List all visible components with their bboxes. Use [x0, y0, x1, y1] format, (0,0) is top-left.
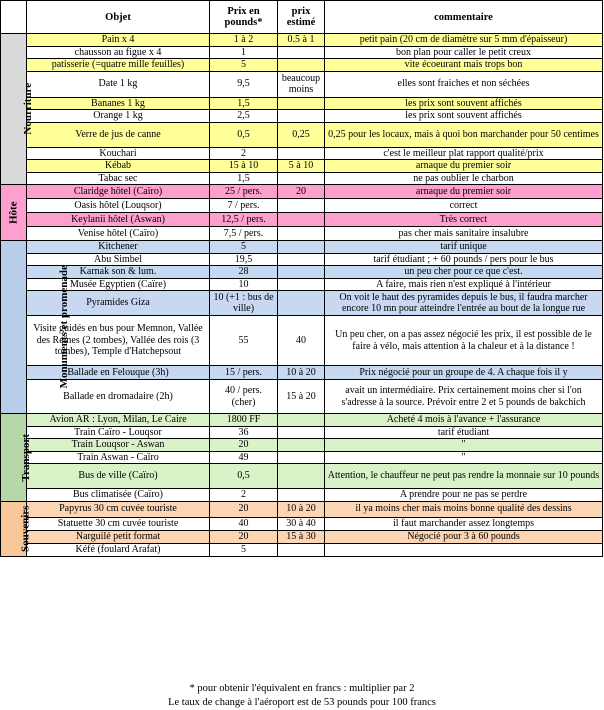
- cell-commentaire: arnaque du premier soir: [325, 160, 603, 173]
- cell-estime: [278, 451, 325, 464]
- cell-estime: [278, 439, 325, 452]
- cell-estime: 0.5 à 1: [278, 34, 325, 47]
- cell-estime: [278, 172, 325, 185]
- cell-commentaire: correct: [325, 199, 603, 213]
- cell-estime: [278, 227, 325, 241]
- cell-objet: Venise hôtel (Caïro): [27, 227, 210, 241]
- cell-objet: Claridge hôtel (Caïro): [27, 185, 210, 199]
- cell-objet: Kéfé (foulard Arafat): [27, 543, 210, 556]
- table-row: [1, 227, 603, 241]
- category-cell: [1, 185, 27, 241]
- cell-estime: [278, 253, 325, 266]
- table-row: [1, 46, 603, 59]
- category-label: Nourriture: [22, 83, 35, 135]
- cell-commentaire: bon plan pour caller le petit creux: [325, 46, 603, 59]
- cell-objet: Kouchari: [27, 147, 210, 160]
- cell-objet: Train Aswan - Caïro: [27, 451, 210, 464]
- cell-estime: 10 à 20: [278, 501, 325, 517]
- cell-commentaire: tarif unique: [325, 241, 603, 254]
- table-row: [1, 122, 603, 147]
- cell-estime: 10 à 20: [278, 366, 325, 380]
- cell-objet: Pain x 4: [27, 34, 210, 47]
- table-row: [1, 241, 603, 254]
- cell-commentaire: il faut marchander assez longtemps: [325, 517, 603, 530]
- table-row: [1, 278, 603, 291]
- cell-commentaire: tarif étudiant: [325, 426, 603, 439]
- cell-objet: Narguilé petit format: [27, 530, 210, 543]
- table-row: [1, 543, 603, 556]
- cell-commentaire: A prendre pour ne pas se perdre: [325, 489, 603, 502]
- cell-estime: [278, 213, 325, 227]
- cell-commentaire: les prix sont souvent affichés: [325, 110, 603, 123]
- header-row: [1, 1, 603, 34]
- table-row: [1, 489, 603, 502]
- cell-objet: Bus de ville (Caïro): [27, 464, 210, 489]
- cell-estime: [278, 266, 325, 279]
- cell-commentaire: ": [325, 439, 603, 452]
- footnote-conversion: * pour obtenir l'équivalent en francs : multiplier par 2: [189, 683, 415, 694]
- table-row: [1, 185, 603, 199]
- cell-objet: Date 1 kg: [27, 71, 210, 97]
- cell-prix: 55: [210, 316, 278, 366]
- category-cell: [1, 414, 32, 502]
- cell-prix: 49: [210, 451, 278, 464]
- cell-estime: beaucoup moins: [278, 71, 325, 97]
- cell-prix: 19,5: [210, 253, 278, 266]
- cell-commentaire: vite écoeurant mais trops bon: [325, 59, 603, 72]
- cell-prix: 1 à 2: [210, 34, 278, 47]
- cell-prix: 5: [210, 59, 278, 72]
- cell-objet: Musée Egyptien (Caïre): [27, 278, 210, 291]
- cell-commentaire: A faire, mais rien n'est expliqué à l'intérieur: [325, 278, 603, 291]
- cell-estime: 5 à 10: [278, 160, 325, 173]
- cell-commentaire: il ya moins cher mais moins bonne qualité des dessins: [325, 501, 603, 517]
- cell-estime: [278, 426, 325, 439]
- cell-prix: 20: [210, 439, 278, 452]
- cell-prix: 0,5: [210, 464, 278, 489]
- cell-commentaire: 0,25 pour les locaux, mais à quoi bon marchander pour 50 centimes: [325, 122, 603, 147]
- category-label: Hôte: [7, 201, 20, 224]
- header-objet: Objet: [27, 1, 210, 34]
- cell-objet: Tabac sec: [27, 172, 210, 185]
- cell-objet: Abu Simbel: [27, 253, 210, 266]
- cell-estime: 40: [278, 316, 325, 366]
- table-row: [1, 147, 603, 160]
- cell-commentaire: les prix sont souvent affichés: [325, 97, 603, 110]
- cell-estime: [278, 199, 325, 213]
- cell-objet: Train Louqsor - Aswan: [27, 439, 210, 452]
- cell-objet: Verre de jus de canne: [27, 122, 210, 147]
- cell-commentaire: On voit le haut des pyramides depuis le bus, il faudra marcher encore 10 mn pour atteindre l'entrée au bout de la longue rue: [325, 291, 603, 316]
- cell-prix: 0,5: [210, 122, 278, 147]
- cell-prix: 36: [210, 426, 278, 439]
- cell-objet: Visite guidés en bus pour Memnon, Vallée des Reines (2 tombes), Vallée des rois (3 tombes), Temple d'Hatchepsout: [27, 316, 210, 366]
- cell-commentaire: Prix négocié pour un groupe de 4. A chaque fois il y: [325, 366, 603, 380]
- cell-commentaire: Acheté 4 mois à l'avance + l'assurance: [325, 414, 603, 427]
- cell-commentaire: Attention, le chauffeur ne peut pas rendre la monnaie sur 10 pounds: [325, 464, 603, 489]
- category-label: Souvenirs: [19, 505, 32, 552]
- cell-commentaire: [325, 543, 603, 556]
- cell-prix: 40: [210, 517, 278, 530]
- cell-objet: Avion AR : Lyon, Milan, Le Caire: [27, 414, 210, 427]
- cell-commentaire: petit pain (20 cm de diamètre sur 5 mm d'épaisseur): [325, 34, 603, 47]
- cell-commentaire: ": [325, 451, 603, 464]
- cell-commentaire: avait un intermédiaire. Prix certainement moins cher si l'on s'adresse à la source. Prévoir entre 2 et 5 pounds de bakchich: [325, 380, 603, 414]
- cell-objet: Oasis hôtel (Louqsor): [27, 199, 210, 213]
- cell-commentaire: c'est le meilleur plat rapport qualité/prix: [325, 147, 603, 160]
- cell-objet: Statuette 30 cm cuvée touriste: [27, 517, 210, 530]
- cell-estime: [278, 464, 325, 489]
- cell-estime: [278, 291, 325, 316]
- cell-estime: [278, 414, 325, 427]
- cell-estime: [278, 489, 325, 502]
- cell-prix: 10 (+1 : bus de ville): [210, 291, 278, 316]
- cell-objet: Papyrus 30 cm cuvée touriste: [27, 501, 210, 517]
- cell-objet: Orange 1 kg: [27, 110, 210, 123]
- cell-prix: 15 à 10: [210, 160, 278, 173]
- cell-prix: 2,5: [210, 110, 278, 123]
- table-row: [1, 110, 603, 123]
- cell-prix: 1: [210, 46, 278, 59]
- table-row: [1, 414, 603, 427]
- cell-prix: 5: [210, 543, 278, 556]
- header-category: [1, 1, 27, 34]
- cell-commentaire: un peu cher pour ce que c'est.: [325, 266, 603, 279]
- cell-objet: Kitchener: [27, 241, 210, 254]
- table-row: [1, 213, 603, 227]
- cell-estime: [278, 110, 325, 123]
- table-row: [1, 97, 603, 110]
- cell-estime: 0,25: [278, 122, 325, 147]
- cell-prix: 40 / pers. (cher): [210, 380, 278, 414]
- table-row: [1, 530, 603, 543]
- cell-estime: 20: [278, 185, 325, 199]
- cell-prix: 12,5 / pers.: [210, 213, 278, 227]
- table-row: [1, 451, 603, 464]
- cell-prix: 20: [210, 501, 278, 517]
- table-row: [1, 71, 603, 97]
- table-row: [1, 253, 603, 266]
- category-cell: [1, 501, 32, 556]
- cell-estime: [278, 46, 325, 59]
- cell-objet: Pyramides Giza: [27, 291, 210, 316]
- cell-objet: Ballade en dromadaire (2h): [27, 380, 210, 414]
- cell-commentaire: ne pas oublier le charbon: [325, 172, 603, 185]
- table-row: [1, 266, 603, 279]
- category-label: Transport: [19, 433, 32, 481]
- cell-estime: [278, 543, 325, 556]
- table-row: [1, 199, 603, 213]
- table-row: [1, 517, 603, 530]
- footnote-exchange-rate: Le taux de change à l'aéroport est de 53 pounds pour 100 francs: [168, 697, 436, 708]
- header-commentaire: commentaire: [325, 1, 603, 34]
- table-row: [1, 501, 603, 517]
- table-row: [1, 439, 603, 452]
- cell-prix: 7,5 / pers.: [210, 227, 278, 241]
- table-row: [1, 59, 603, 72]
- cell-prix: 10: [210, 278, 278, 291]
- table-row: [1, 426, 603, 439]
- cell-commentaire: pas cher mais sanitaire insalubre: [325, 227, 603, 241]
- table-row: [1, 366, 603, 380]
- cell-commentaire: arnaque du premier soir: [325, 185, 603, 199]
- cell-commentaire: tarif étudiant ; + 60 pounds / pers pour le bus: [325, 253, 603, 266]
- cell-estime: 15 à 20: [278, 380, 325, 414]
- cell-prix: 25 / pers.: [210, 185, 278, 199]
- cell-prix: 7 / pers.: [210, 199, 278, 213]
- table-row: [1, 316, 603, 366]
- cell-prix: 2: [210, 489, 278, 502]
- cell-commentaire: Très correct: [325, 213, 603, 227]
- cell-prix: 15 / pers.: [210, 366, 278, 380]
- table-row: [1, 464, 603, 489]
- table-row: [1, 34, 603, 47]
- cell-objet: Keylanii hôtel (Aswan): [27, 213, 210, 227]
- cell-prix: 1,5: [210, 97, 278, 110]
- header-prix: Prix en pounds*: [210, 1, 278, 34]
- category-label: Monuments et promenade: [57, 265, 70, 389]
- cell-estime: 15 à 30: [278, 530, 325, 543]
- cell-prix: 28: [210, 266, 278, 279]
- table-body: [1, 34, 603, 557]
- cell-commentaire: elles sont fraiches et non séchées: [325, 71, 603, 97]
- cell-estime: [278, 278, 325, 291]
- cell-estime: [278, 241, 325, 254]
- cell-estime: [278, 59, 325, 72]
- category-cell: [1, 241, 70, 414]
- cell-estime: 30 à 40: [278, 517, 325, 530]
- cell-estime: [278, 147, 325, 160]
- cell-prix: 20: [210, 530, 278, 543]
- cell-prix: 2: [210, 147, 278, 160]
- table-row: [1, 172, 603, 185]
- cell-prix: 5: [210, 241, 278, 254]
- cell-prix: 1,5: [210, 172, 278, 185]
- cell-objet: Karnak son & lum.: [27, 266, 210, 279]
- cell-objet: patisserie (=quatre mille feuilles): [27, 59, 210, 72]
- cell-objet: Bananes 1 kg: [27, 97, 210, 110]
- cell-commentaire: Un peu cher, on a pas assez négocié les prix, il est possible de le faire à vélo, mais attention à la chaleur et à la distance !: [325, 316, 603, 366]
- table-row: [1, 380, 603, 414]
- cell-objet: Ballade en Felouque (3h): [27, 366, 210, 380]
- cell-prix: 1800 FF: [210, 414, 278, 427]
- cell-objet: Train Caïro - Louqsor: [27, 426, 210, 439]
- cell-prix: 9,5: [210, 71, 278, 97]
- table-row: [1, 291, 603, 316]
- header-estime: prix estimé: [278, 1, 325, 34]
- category-cell: [1, 34, 35, 185]
- table-row: [1, 160, 603, 173]
- cell-estime: [278, 97, 325, 110]
- cell-commentaire: Négocié pour 3 à 60 pounds: [325, 530, 603, 543]
- cell-objet: chausson au figue x 4: [27, 46, 210, 59]
- cell-objet: Kébab: [27, 160, 210, 173]
- cell-objet: Bus climatisée (Caïro): [27, 489, 210, 502]
